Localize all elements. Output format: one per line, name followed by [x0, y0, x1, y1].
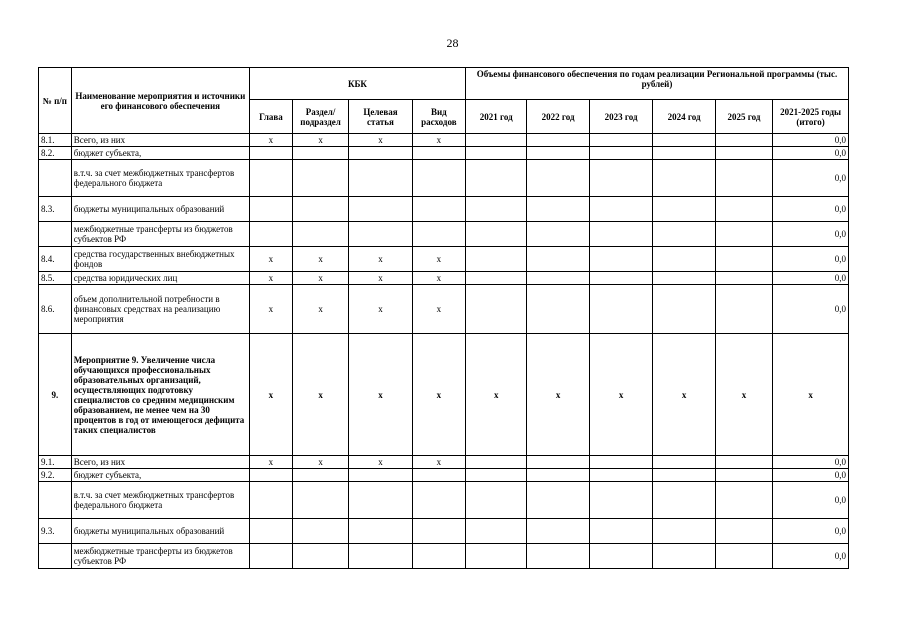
kbk-cell	[349, 160, 412, 197]
kbk-cell: x	[292, 334, 348, 456]
year-cell	[653, 482, 715, 519]
total-cell: 0,0	[773, 285, 849, 334]
total-cell: 0,0	[773, 456, 849, 469]
kbk-cell	[349, 147, 412, 160]
table-row	[39, 456, 849, 469]
total-cell: 0,0	[773, 197, 849, 222]
kbk-cell: x	[412, 247, 465, 272]
kbk-cell	[412, 197, 465, 222]
kbk-cell	[249, 519, 292, 544]
financing-table	[38, 67, 849, 569]
kbk-cell: x	[412, 285, 465, 334]
row-number: 9.2.	[39, 469, 72, 482]
row-number: 8.4.	[39, 247, 72, 272]
year-cell	[589, 197, 652, 222]
year-cell	[527, 544, 589, 569]
table-row	[39, 222, 849, 247]
row-number: 9.3.	[39, 519, 72, 544]
header-year-col: 2021-2025 годы (итого)	[773, 100, 849, 134]
kbk-cell: x	[292, 272, 348, 285]
kbk-cell: x	[349, 272, 412, 285]
table-row	[39, 272, 849, 285]
total-cell: x	[773, 334, 849, 456]
year-cell: x	[715, 334, 772, 456]
year-cell	[589, 134, 652, 147]
year-cell	[527, 519, 589, 544]
row-name: межбюджетные трансферты из бюджетов субъектов РФ	[71, 544, 249, 569]
row-name: Мероприятие 9. Увеличение числа обучающихся профессиональных образовательных организаций, осуществляющих подготовку специалистов со средним медицинским образованием, не менее чем на 30 процентов в год от имеющегося дефицита таких специалистов	[71, 334, 249, 456]
year-cell	[715, 482, 772, 519]
year-cell	[715, 456, 772, 469]
total-cell: 0,0	[773, 147, 849, 160]
year-cell	[653, 519, 715, 544]
year-cell	[589, 469, 652, 482]
year-cell	[589, 222, 652, 247]
kbk-cell	[249, 544, 292, 569]
row-name: средства государственных внебюджетных фондов	[71, 247, 249, 272]
year-cell	[527, 197, 589, 222]
year-cell: x	[465, 334, 526, 456]
year-cell	[527, 134, 589, 147]
year-cell	[715, 247, 772, 272]
table-row	[39, 197, 849, 222]
year-cell	[465, 247, 526, 272]
kbk-cell	[292, 160, 348, 197]
year-cell	[465, 482, 526, 519]
year-cell	[653, 456, 715, 469]
kbk-cell	[249, 222, 292, 247]
kbk-cell	[292, 222, 348, 247]
kbk-cell	[349, 482, 412, 519]
header-year-col: 2025 год	[715, 100, 772, 134]
year-cell	[527, 285, 589, 334]
year-cell	[465, 272, 526, 285]
kbk-cell	[249, 482, 292, 519]
year-cell	[715, 160, 772, 197]
total-cell: 0,0	[773, 482, 849, 519]
row-number: 9.	[39, 334, 72, 456]
row-name: бюджет субъекта,	[71, 147, 249, 160]
year-cell	[653, 469, 715, 482]
row-name: Всего, из них	[71, 456, 249, 469]
kbk-cell: x	[349, 285, 412, 334]
total-cell: 0,0	[773, 469, 849, 482]
row-name: средства юридических лиц	[71, 272, 249, 285]
table-row	[39, 482, 849, 519]
year-cell	[715, 222, 772, 247]
header-year-col: 2024 год	[653, 100, 715, 134]
table-row	[39, 285, 849, 334]
kbk-cell	[412, 222, 465, 247]
year-cell	[527, 272, 589, 285]
year-cell	[653, 160, 715, 197]
kbk-cell	[249, 147, 292, 160]
kbk-cell: x	[412, 456, 465, 469]
row-number: 8.6.	[39, 285, 72, 334]
kbk-cell: x	[292, 285, 348, 334]
year-cell	[589, 160, 652, 197]
row-number	[39, 544, 72, 569]
year-cell	[465, 160, 526, 197]
header-kbk: КБК	[249, 68, 465, 100]
header-kbk-col: Глава	[249, 100, 292, 134]
year-cell	[527, 147, 589, 160]
table-row	[39, 160, 849, 197]
year-cell	[527, 160, 589, 197]
kbk-cell	[292, 197, 348, 222]
row-name: в.т.ч. за счет межбюджетных трансфертов федерального бюджета	[71, 160, 249, 197]
header-kbk-col: Вид расходов	[412, 100, 465, 134]
kbk-cell	[249, 160, 292, 197]
row-name: объем дополнительной потребности в финансовых средствах на реализацию мероприятия	[71, 285, 249, 334]
year-cell	[465, 197, 526, 222]
table-row	[39, 469, 849, 482]
row-number	[39, 160, 72, 197]
kbk-cell: x	[412, 134, 465, 147]
kbk-cell	[292, 544, 348, 569]
year-cell	[589, 247, 652, 272]
year-cell	[653, 247, 715, 272]
kbk-cell	[412, 147, 465, 160]
kbk-cell: x	[249, 272, 292, 285]
total-cell: 0,0	[773, 519, 849, 544]
year-cell	[715, 147, 772, 160]
table-body	[39, 134, 849, 569]
year-cell	[527, 222, 589, 247]
year-cell	[465, 469, 526, 482]
kbk-cell: x	[249, 134, 292, 147]
year-cell	[715, 272, 772, 285]
header-kbk-col: Целевая статья	[349, 100, 412, 134]
kbk-cell	[412, 160, 465, 197]
year-cell	[653, 147, 715, 160]
header-kbk-col: Раздел/ подраздел	[292, 100, 348, 134]
row-name: в.т.ч. за счет межбюджетных трансфертов федерального бюджета	[71, 482, 249, 519]
year-cell	[465, 134, 526, 147]
kbk-cell	[349, 519, 412, 544]
year-cell	[653, 197, 715, 222]
row-number: 8.1.	[39, 134, 72, 147]
kbk-cell	[292, 147, 348, 160]
total-cell: 0,0	[773, 160, 849, 197]
row-name: межбюджетные трансферты из бюджетов субъектов РФ	[71, 222, 249, 247]
year-cell: x	[527, 334, 589, 456]
row-number: 8.2.	[39, 147, 72, 160]
kbk-cell: x	[349, 247, 412, 272]
year-cell	[589, 544, 652, 569]
kbk-cell: x	[249, 285, 292, 334]
total-cell: 0,0	[773, 134, 849, 147]
row-name: бюджеты муниципальных образований	[71, 197, 249, 222]
table-row	[39, 147, 849, 160]
kbk-cell: x	[292, 456, 348, 469]
year-cell	[589, 285, 652, 334]
kbk-cell: x	[249, 247, 292, 272]
year-cell	[465, 456, 526, 469]
row-number: 8.5.	[39, 272, 72, 285]
kbk-cell: x	[349, 456, 412, 469]
row-name: бюджет субъекта,	[71, 469, 249, 482]
year-cell	[715, 469, 772, 482]
year-cell	[527, 469, 589, 482]
header-num: № п/п	[39, 68, 72, 134]
year-cell: x	[653, 334, 715, 456]
total-cell: 0,0	[773, 247, 849, 272]
kbk-cell	[412, 544, 465, 569]
year-cell	[465, 285, 526, 334]
kbk-cell	[349, 544, 412, 569]
year-cell	[653, 272, 715, 285]
kbk-cell	[412, 519, 465, 544]
year-cell	[653, 134, 715, 147]
year-cell	[527, 456, 589, 469]
kbk-cell: x	[349, 334, 412, 456]
year-cell	[715, 285, 772, 334]
header-finance: Объемы финансового обеспечения по годам реализации Региональной программы (тыс. рублей)	[465, 68, 848, 100]
total-cell: 0,0	[773, 222, 849, 247]
table-row	[39, 544, 849, 569]
year-cell	[715, 544, 772, 569]
kbk-cell: x	[292, 134, 348, 147]
header-year-col: 2023 год	[589, 100, 652, 134]
year-cell	[465, 147, 526, 160]
year-cell	[653, 544, 715, 569]
page-number: 28	[446, 36, 459, 50]
kbk-cell	[412, 482, 465, 519]
year-cell	[589, 147, 652, 160]
year-cell	[715, 134, 772, 147]
total-cell: 0,0	[773, 544, 849, 569]
total-cell: 0,0	[773, 272, 849, 285]
table-row	[39, 519, 849, 544]
kbk-cell	[249, 197, 292, 222]
year-cell	[589, 519, 652, 544]
year-cell: x	[589, 334, 652, 456]
year-cell	[715, 197, 772, 222]
row-number	[39, 482, 72, 519]
header-year-col: 2022 год	[527, 100, 589, 134]
kbk-cell: x	[412, 272, 465, 285]
year-cell	[465, 519, 526, 544]
year-cell	[465, 544, 526, 569]
kbk-cell	[349, 222, 412, 247]
year-cell	[589, 272, 652, 285]
kbk-cell	[349, 197, 412, 222]
header-year-col: 2021 год	[465, 100, 526, 134]
kbk-cell	[292, 469, 348, 482]
year-cell	[465, 222, 526, 247]
year-cell	[715, 519, 772, 544]
kbk-cell	[292, 519, 348, 544]
table-row	[39, 247, 849, 272]
table-row	[39, 334, 849, 456]
year-cell	[653, 222, 715, 247]
row-number: 9.1.	[39, 456, 72, 469]
kbk-cell: x	[249, 334, 292, 456]
header-name: Наименование мероприятия и источники его финансового обеспечения	[71, 68, 249, 134]
kbk-cell: x	[349, 134, 412, 147]
kbk-cell	[292, 482, 348, 519]
kbk-cell: x	[292, 247, 348, 272]
year-cell	[589, 482, 652, 519]
kbk-cell: x	[412, 334, 465, 456]
kbk-cell	[249, 469, 292, 482]
year-cell	[527, 482, 589, 519]
year-cell	[653, 285, 715, 334]
table-row	[39, 134, 849, 147]
year-cell	[527, 247, 589, 272]
row-name: бюджеты муниципальных образований	[71, 519, 249, 544]
row-number: 8.3.	[39, 197, 72, 222]
kbk-cell	[349, 469, 412, 482]
row-number	[39, 222, 72, 247]
kbk-cell	[412, 469, 465, 482]
kbk-cell: x	[249, 456, 292, 469]
year-cell	[589, 456, 652, 469]
row-name: Всего, из них	[71, 134, 249, 147]
